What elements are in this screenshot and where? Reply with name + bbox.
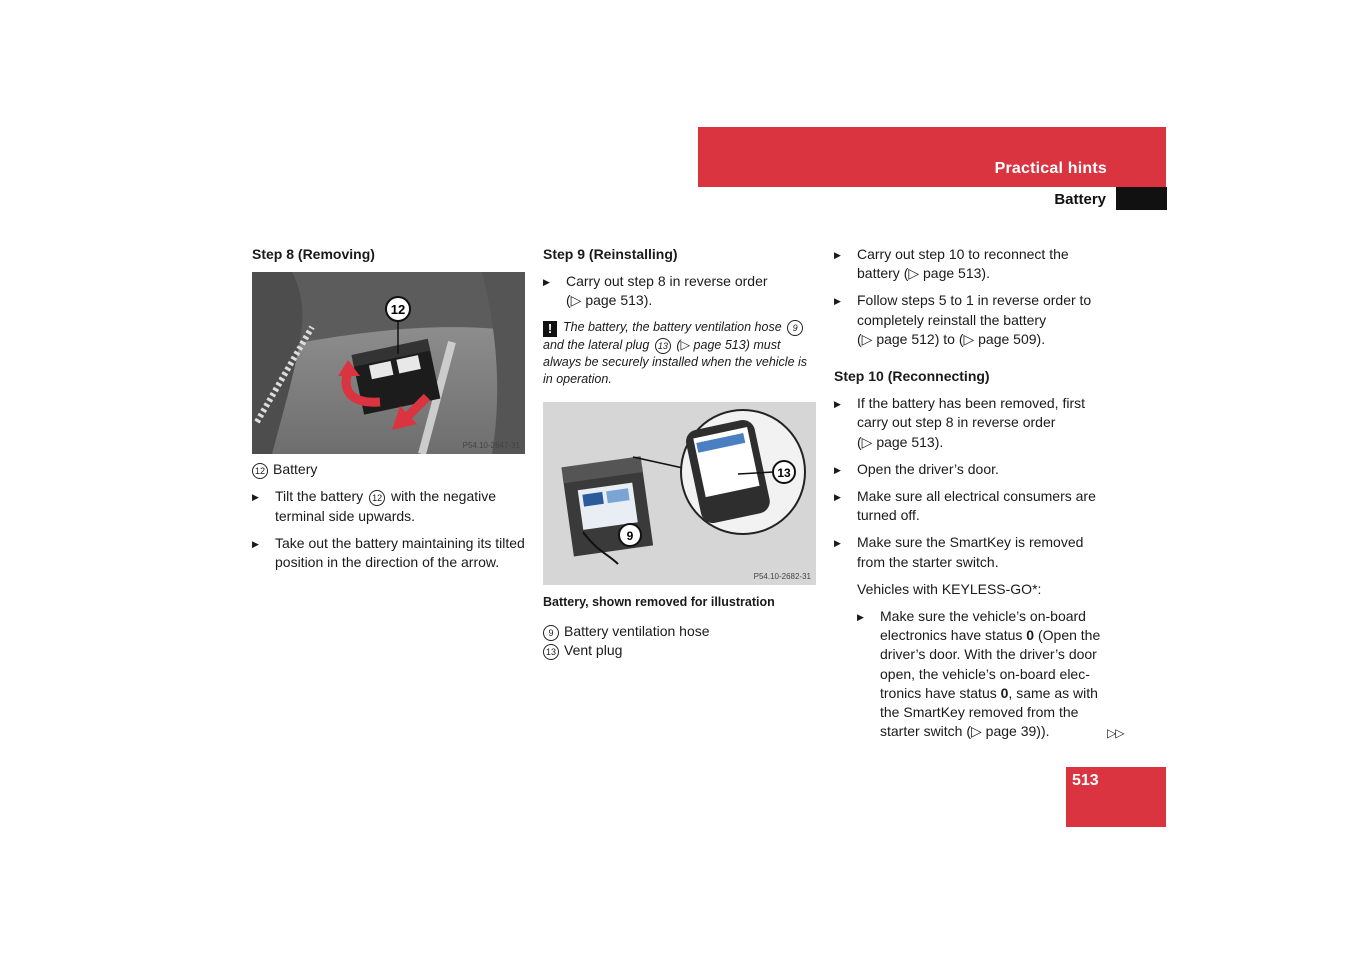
status-value: 0 — [1026, 627, 1035, 644]
bullet-text: (▷ page 513). — [566, 292, 653, 309]
warning-text: and the lateral plug — [543, 337, 650, 352]
bullet-text: Make sure the vehicle’s on-board electronics have status — [880, 608, 1086, 644]
photo-code: P54.10-2647-31 — [462, 441, 520, 451]
legend-item — [543, 622, 818, 641]
bullet-smartkey-removed: ▶ Make sure the SmartKey is removed from the starter switch. — [834, 533, 1109, 571]
bullet-text: Follow steps 5 to 1 in reverse order to completely reinstall the battery — [857, 292, 1092, 328]
legend-text: Vent plug — [564, 642, 623, 659]
bullet-take-out-battery: ▶ Take out the battery maintaining its tilted position in the direction of the arrow. — [252, 534, 527, 572]
callout-number: 13 — [655, 338, 671, 354]
section-title: Practical hints — [994, 160, 1107, 177]
callout-12: 12 — [390, 302, 406, 318]
bullet-text: (▷ page 513). — [857, 433, 944, 450]
column-step-10 — [834, 245, 1109, 749]
callout-number: 9 — [787, 320, 803, 336]
warning-text: (▷ page 513) must always be securely installed when the vehicle is in operation. — [543, 337, 808, 386]
legend-item — [543, 641, 818, 660]
column-step-9 — [543, 245, 818, 660]
header-band — [698, 127, 1166, 187]
bullet-text: with the negative terminal side upwards. — [275, 488, 497, 524]
subsection-title: Battery — [1054, 191, 1106, 208]
legend-text: Battery ventilation hose — [564, 622, 710, 639]
figure-caption: Battery, shown removed for illustration — [543, 594, 775, 609]
bullet-battery-removed — [834, 394, 1109, 452]
bullet-reconnect — [834, 245, 1109, 283]
bullet-reinstall — [834, 291, 1109, 349]
callout-number: 9 — [543, 625, 559, 641]
callout-number: 12 — [369, 490, 385, 506]
bullet-text: battery (▷ page 513). — [857, 265, 990, 282]
bullet-text: Carry out step 8 in reverse order — [566, 273, 768, 290]
bullet-reverse-order — [543, 272, 818, 310]
battery-illustration — [543, 402, 816, 585]
bullet-text: If the battery has been removed, first carry out step 8 in reverse order — [857, 395, 1086, 431]
bullet-text: Tilt the battery — [275, 488, 364, 505]
status-value: 0 — [1000, 684, 1009, 701]
callout-number: 13 — [543, 644, 559, 660]
continued-marker: ▷▷ — [1107, 726, 1124, 740]
callout-number: 12 — [252, 463, 268, 479]
page-number: 513 — [1072, 772, 1099, 789]
bullet-text: (▷ page 512) to (▷ page 509). — [857, 330, 1046, 347]
step-8-heading: Step 8 (Removing) — [252, 246, 375, 262]
bullet-text: Carry out step 10 to reconnect the — [857, 246, 1069, 262]
warning-text: The battery, the battery ventilation hose — [563, 319, 782, 334]
bullet-text: (Open the driver’s door. With the driver’s door open, the vehicle’s on-board elec-tronics have status — [880, 627, 1101, 701]
photo-code: P54.10-2682-31 — [753, 571, 811, 581]
bullet-tilt-battery — [252, 487, 527, 525]
bullet-open-door: ▶ Open the driver’s door. — [834, 460, 1109, 479]
bullet-text: , same as with the SmartKey removed from the starter switch (▷ page 39)). — [880, 684, 1098, 740]
step-9-heading: Step 9 (Reinstalling) — [543, 246, 678, 262]
legend-item — [252, 460, 527, 479]
subsection-marker — [1116, 187, 1167, 210]
column-step-8 — [252, 245, 527, 580]
warning-icon: ! — [543, 321, 557, 337]
battery-removal-photo — [252, 272, 525, 454]
callout-13: 13 — [777, 465, 791, 480]
callout-9: 9 — [626, 528, 634, 543]
warning-note — [543, 319, 818, 388]
bullet-onboard-status — [857, 607, 1109, 741]
legend-text: Battery — [273, 461, 318, 478]
keyless-go-label: Vehicles with KEYLESS-GO*: — [857, 580, 1042, 597]
step-10-heading: Step 10 (Reconnecting) — [834, 368, 990, 385]
bullet-consumers-off: ▶ Make sure all electrical consumers are turned off. — [834, 487, 1109, 525]
